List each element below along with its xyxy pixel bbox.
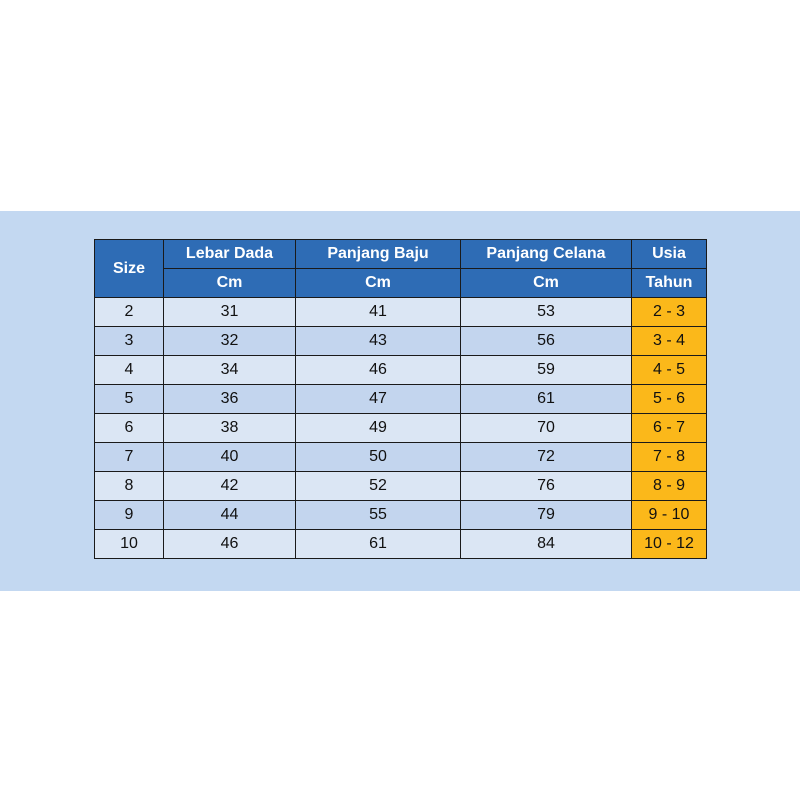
cell-size: 5	[95, 385, 164, 414]
cell-usia: 5 - 6	[632, 385, 707, 414]
unit-lebar-dada: Cm	[164, 269, 296, 298]
cell-lebar-dada: 36	[164, 385, 296, 414]
cell-panjang-baju: 46	[296, 356, 461, 385]
cell-usia: 9 - 10	[632, 501, 707, 530]
cell-size: 6	[95, 414, 164, 443]
cell-lebar-dada: 44	[164, 501, 296, 530]
header-panjang-celana: Panjang Celana	[461, 240, 632, 269]
cell-lebar-dada: 32	[164, 327, 296, 356]
cell-size: 2	[95, 298, 164, 327]
cell-panjang-baju: 49	[296, 414, 461, 443]
table-row	[95, 356, 707, 385]
cell-size: 3	[95, 327, 164, 356]
cell-usia: 6 - 7	[632, 414, 707, 443]
table-row	[95, 298, 707, 327]
cell-usia: 4 - 5	[632, 356, 707, 385]
header-row-labels	[95, 240, 707, 269]
size-chart-table	[94, 239, 707, 559]
table-row	[95, 385, 707, 414]
cell-lebar-dada: 40	[164, 443, 296, 472]
table-row	[95, 414, 707, 443]
cell-usia: 3 - 4	[632, 327, 707, 356]
cell-usia: 10 - 12	[632, 530, 707, 559]
table-row	[95, 530, 707, 559]
table-row	[95, 327, 707, 356]
table-body	[95, 298, 707, 559]
cell-panjang-baju: 52	[296, 472, 461, 501]
cell-panjang-baju: 61	[296, 530, 461, 559]
cell-panjang-celana: 59	[461, 356, 632, 385]
table-row	[95, 501, 707, 530]
cell-lebar-dada: 38	[164, 414, 296, 443]
cell-size: 4	[95, 356, 164, 385]
header-usia: Usia	[632, 240, 707, 269]
cell-panjang-celana: 72	[461, 443, 632, 472]
cell-size: 9	[95, 501, 164, 530]
cell-panjang-celana: 70	[461, 414, 632, 443]
table-header	[95, 240, 707, 298]
cell-panjang-baju: 50	[296, 443, 461, 472]
unit-panjang-baju: Cm	[296, 269, 461, 298]
cell-usia: 7 - 8	[632, 443, 707, 472]
header-panjang-baju: Panjang Baju	[296, 240, 461, 269]
table-row	[95, 443, 707, 472]
cell-panjang-baju: 41	[296, 298, 461, 327]
cell-panjang-celana: 84	[461, 530, 632, 559]
cell-panjang-baju: 43	[296, 327, 461, 356]
cell-lebar-dada: 46	[164, 530, 296, 559]
cell-size: 10	[95, 530, 164, 559]
header-lebar-dada: Lebar Dada	[164, 240, 296, 269]
unit-panjang-celana: Cm	[461, 269, 632, 298]
cell-usia: 8 - 9	[632, 472, 707, 501]
cell-size: 8	[95, 472, 164, 501]
cell-panjang-celana: 76	[461, 472, 632, 501]
cell-lebar-dada: 34	[164, 356, 296, 385]
header-row-units	[95, 269, 707, 298]
cell-lebar-dada: 42	[164, 472, 296, 501]
cell-panjang-celana: 61	[461, 385, 632, 414]
cell-panjang-baju: 47	[296, 385, 461, 414]
cell-panjang-celana: 53	[461, 298, 632, 327]
cell-panjang-baju: 55	[296, 501, 461, 530]
unit-usia: Tahun	[632, 269, 707, 298]
cell-size: 7	[95, 443, 164, 472]
header-size: Size	[95, 240, 164, 298]
table-row	[95, 472, 707, 501]
cell-panjang-celana: 79	[461, 501, 632, 530]
cell-lebar-dada: 31	[164, 298, 296, 327]
cell-panjang-celana: 56	[461, 327, 632, 356]
cell-usia: 2 - 3	[632, 298, 707, 327]
